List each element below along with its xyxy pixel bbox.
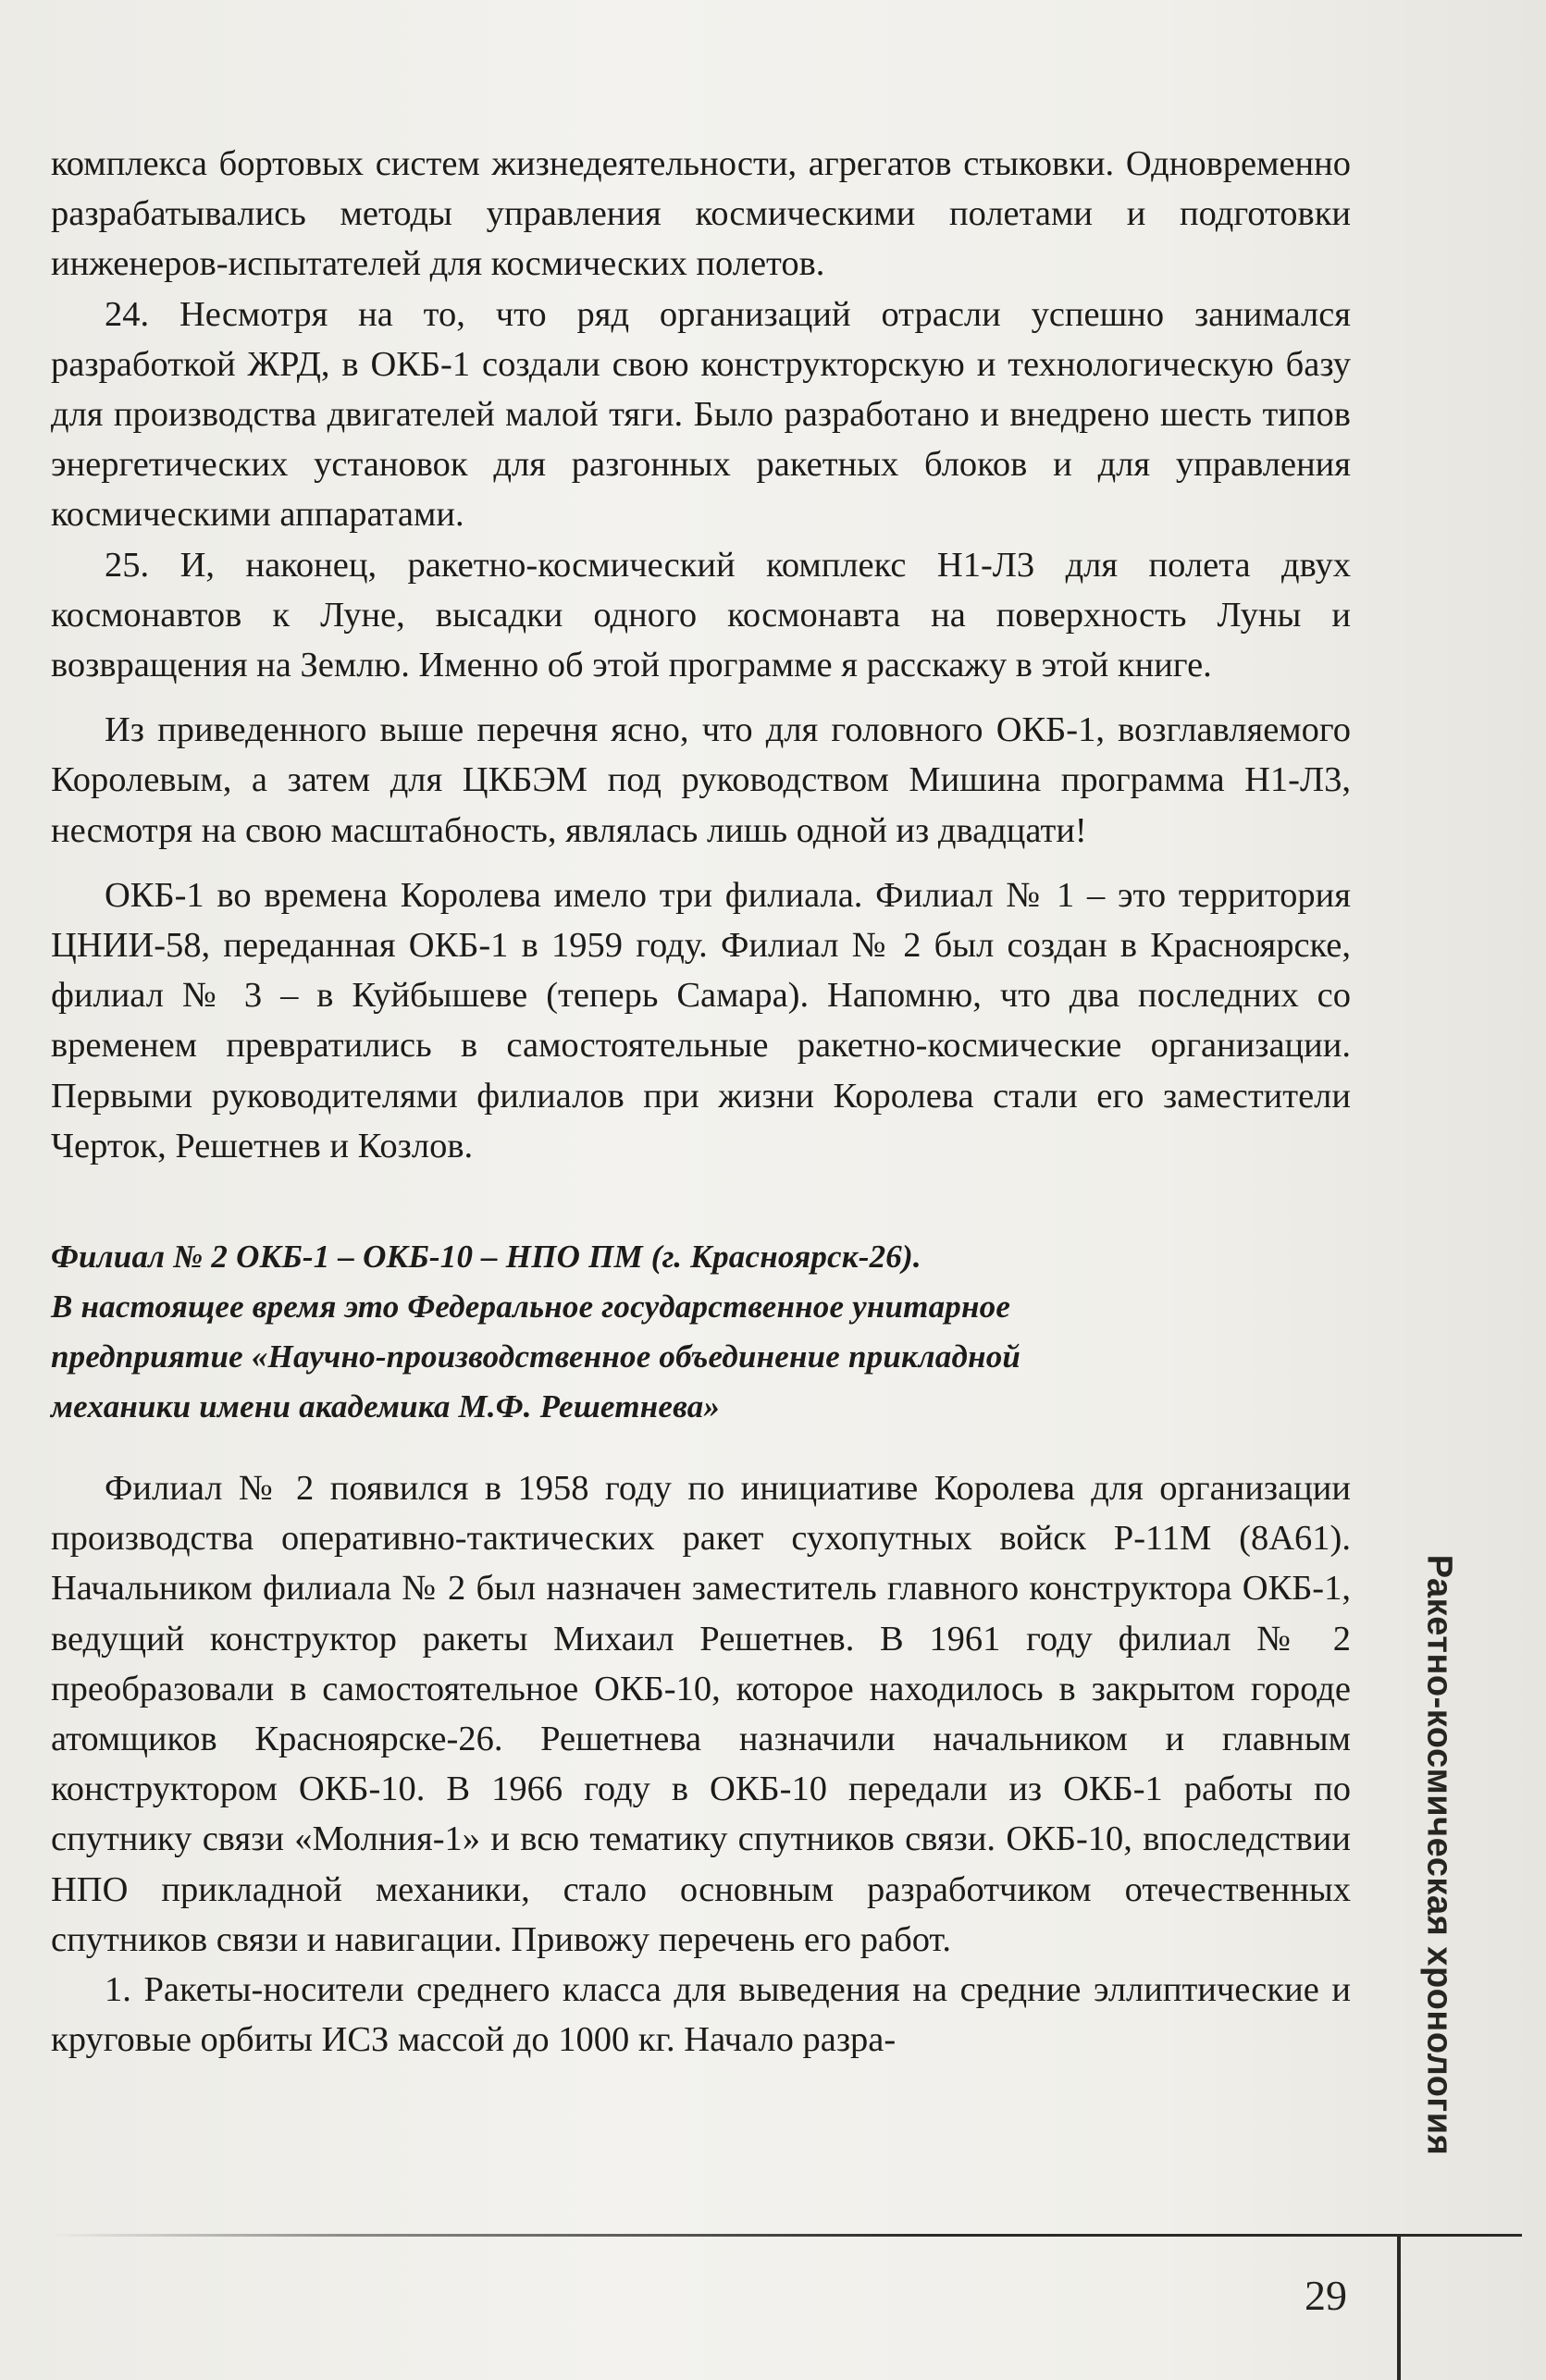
paragraph-item-24: 24. Несмотря на то, что ряд организаций отрасли успешно занимался разработкой ЖРД, в ОКБ-1 создали свою конструкторскую и технологическую базу для производства двигателей малой тяги. Было разработано и внедрено шесть типов энергетических установок для разгонных ракетных блоков и для управления космическими аппаратами. [51,294,1351,535]
section-heading-line: Филиал № 2 ОКБ-1 – ОКБ-10 – НПО ПМ (г. Красноярск-26). [51,1239,921,1276]
paragraph-summary: Из приведенного выше перечня ясно, что для головного ОКБ-1, возглавляемого Королевым, а затем для ЦКБЭМ под руководством Мишина программа Н1-Л3, несмотря на свою масштабность, являлась лишь одной из двадцати! [51,710,1351,850]
side-running-title: Ракетно-космическая хронология [1419,1554,1459,2155]
paragraph-branches: ОКБ-1 во времена Королева имело три филиала. Филиал № 1 – это территория ЦНИИ-58, переданная ОКБ-1 в 1959 году. Филиал № 2 был создан в Красноярске, филиал № 3 – в Куйбышеве (теперь Самара). Напомню, что два последних со временем превратились в самостоятельные ракетно-космические организации. Первыми руководителями филиалов при жизни Королева стали его заместители Черток, Решетнев и Козлов. [51,875,1351,1165]
paragraph-list-item-1: 1. Ракеты-носители среднего класса для выведения на средние эллиптические и круговые орбиты ИСЗ массой до 1000 кг. Начало разра- [51,1970,1351,2060]
paragraph-branch-2: Филиал № 2 появился в 1958 году по инициативе Королева для организации производства оперативно-тактических ракет сухопутных войск Р-11М (8А61). Начальником филиала № 2 был назначен заместитель главного конструктора ОКБ-1, ведущий конструктор ракеты Михаил Решетнев. В 1961 году филиал № 2 преобразовали в самостоятельное ОКБ-10, которое находилось в закрытом городе атомщиков Красноярске-26. Решетнева назначили начальником и главным конструктором ОКБ-10. В 1966 году в ОКБ-10 передали из ОКБ-1 работы по спутнику связи «Молния-1» и всю тематику спутников связи. ОКБ-10, впоследствии НПО прикладной механики, стало основным разработчиком отечественных спутников связи и навигации. Привожу перечень его работ. [51,1469,1351,1959]
paragraph-item-25: 25. И, наконец, ракетно-космический комплекс Н1-Л3 для полета двух космонавтов к Луне, высадки одного космонавта на поверхность Луны и возвращения на Землю. Именно об этой программе я расскажу в этой книге. [51,545,1351,685]
section-heading-line: предприятие «Научно-производственное объединение прикладной [51,1338,1021,1375]
footer-rule [51,2234,1522,2237]
page-number: 29 [1305,2272,1347,2319]
page-body [51,139,1351,2066]
section-heading [51,1232,1351,1432]
paragraph-continuation: комплекса бортовых систем жизнедеятельности, агрегатов стыковки. Одновременно разрабатывались методы управления космическими полетами и подготовки инженеров-испытателей для космических полетов. [51,144,1351,284]
side-divider [1397,2234,1401,2380]
section-heading-line: механики имени академика М.Ф. Решетнева» [51,1388,721,1425]
section-heading-line: В настоящее время это Федеральное государственное унитарное [51,1289,1011,1326]
